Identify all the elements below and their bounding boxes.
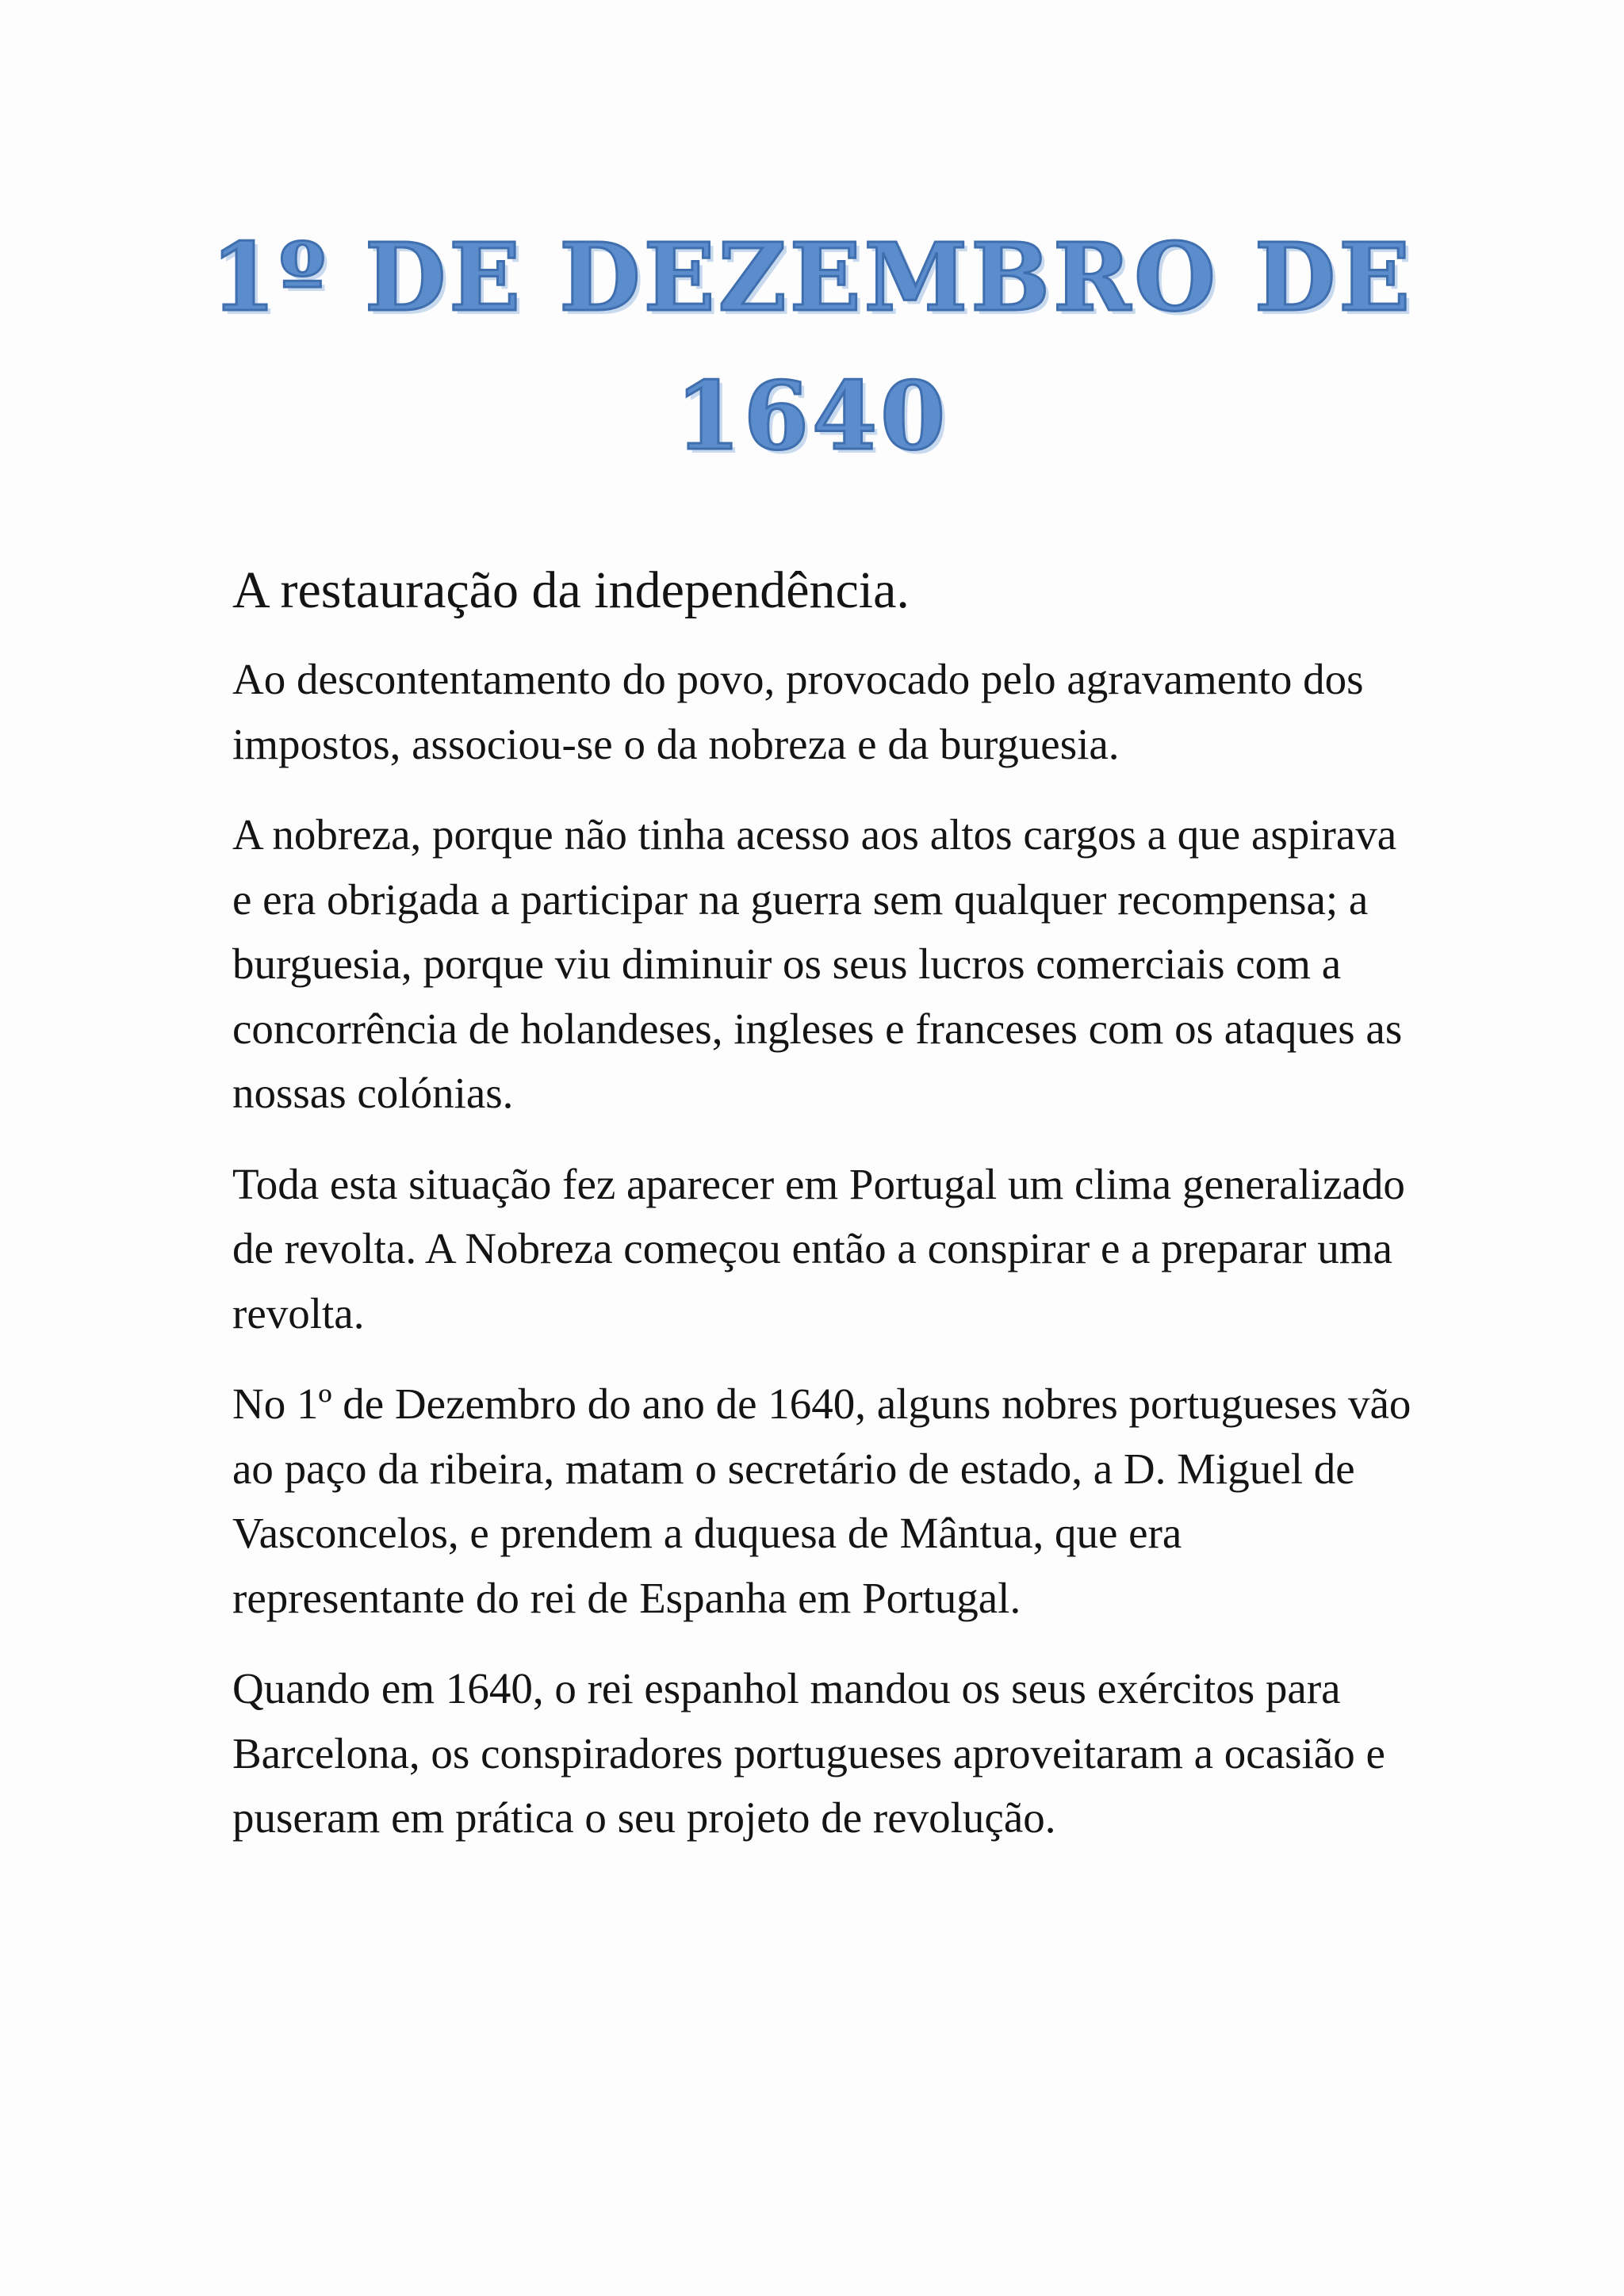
page-title xyxy=(0,208,1624,485)
subtitle: A restauração da independência. xyxy=(232,561,910,619)
paragraph-2: A nobreza, porque não tinha acesso aos altos cargos a que aspirava e era obrigada a participar na guerra sem qualquer recompensa; a burguesia, porque viu diminuir os seus lucros comerciais com a concorrência de holandeses, ingleses e franceses com os ataques as nossas colónias. xyxy=(232,810,1403,1117)
paragraph-4: No 1º de Dezembro do ano de 1640, alguns nobres portugueses vão ao paço da ribeira, matam o secretário de estado, a D. Miguel de Vasconcelos, e prendem a duquesa de Mântua, que era representante do rei de Espanha em Portugal. xyxy=(232,1380,1411,1622)
title-line-1: 1º DE DEZEMBRO DE xyxy=(210,222,1414,332)
paragraph-1: Ao descontentamento do povo, provocado pelo agravamento dos impostos, associou-se o da nobreza e da burguesia. xyxy=(232,655,1364,768)
paragraph-3: Toda esta situação fez aparecer em Portugal um clima generalizado de revolta. A Nobreza começou então a conspirar e a preparar uma revolta. xyxy=(232,1159,1405,1337)
title-line-2: 1640 xyxy=(675,361,949,471)
paragraph-5: Quando em 1640, o rei espanhol mandou os seus exércitos para Barcelona, os conspiradores portugueses aproveitaram a ocasião e puseram em prática o seu projeto de revolução. xyxy=(232,1664,1385,1842)
document-body xyxy=(232,555,1422,1877)
